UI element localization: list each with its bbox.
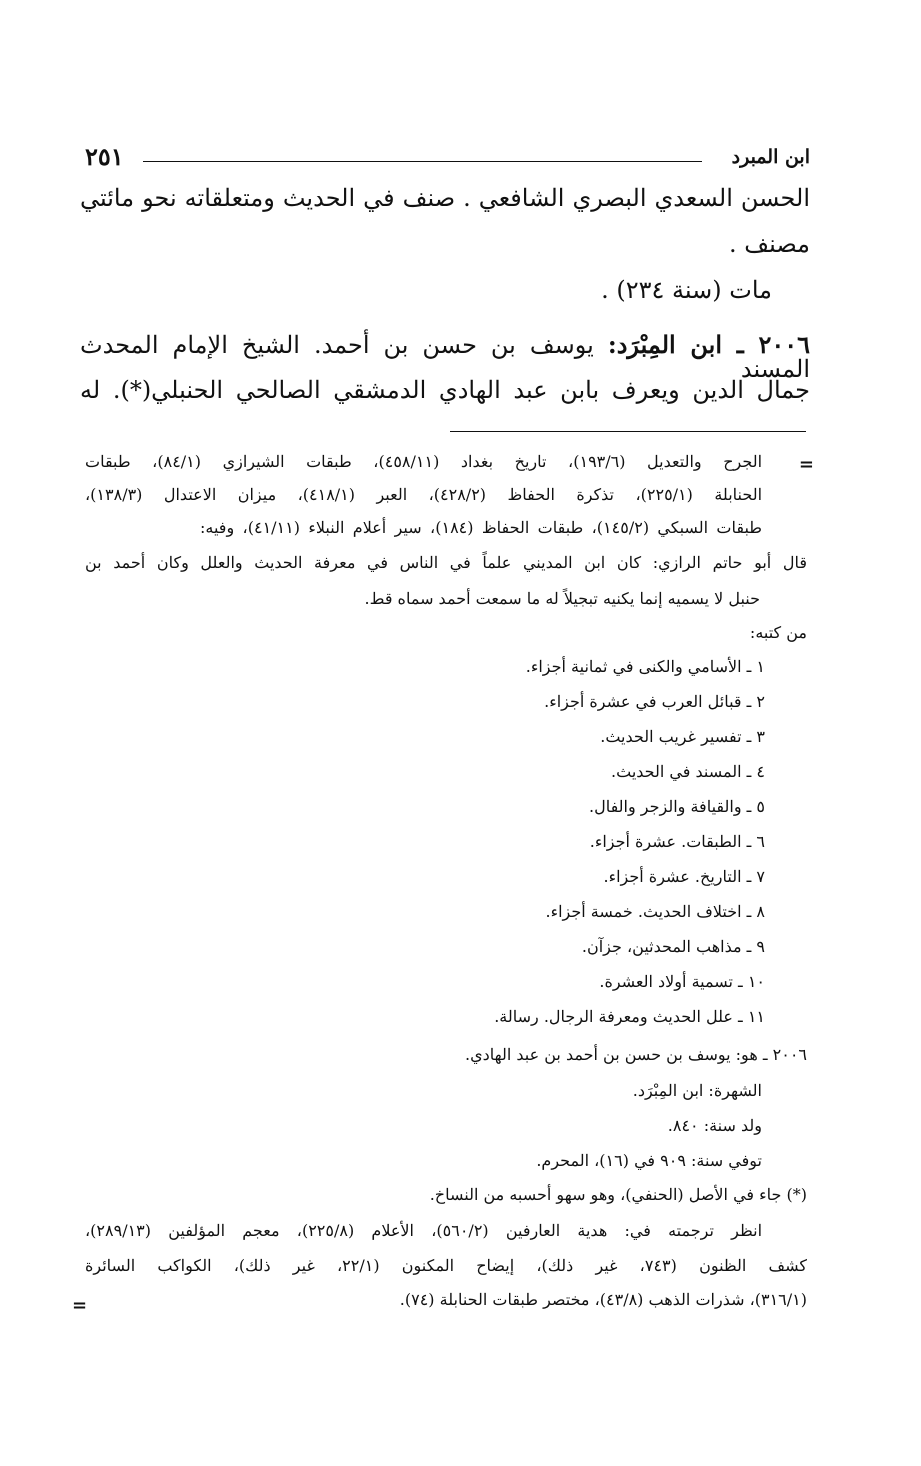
book-item: ١ ـ الأسامي والكنى في ثمانية أجزاء. bbox=[525, 657, 765, 676]
star-note: (*) جاء في الأصل (الحنفي)، وهو سهو أحسبه من النساخ. bbox=[429, 1185, 807, 1204]
book-item: ١٠ ـ تسمية أولاد العشرة. bbox=[599, 972, 765, 991]
body-line-2: مصنف . bbox=[728, 230, 810, 258]
quote-line-2-text: حنبل لا يسميه إنما يكنيه تبجيلاً له ما سمعت أحمد سماه قط. bbox=[364, 589, 760, 608]
book-item: ٧ ـ التاريخ. عشرة أجزاء. bbox=[603, 867, 765, 886]
end-mark: = bbox=[72, 1295, 88, 1316]
entry-line-2: جمال الدين ويعرف بابن عبد الهادي الدمشقي الصالحي الحنبلي(*). له bbox=[80, 376, 810, 404]
book-item: ٣ ـ تفسير غريب الحديث. bbox=[600, 727, 765, 746]
book-item: ٨ ـ اختلاف الحديث. خمسة أجزاء. bbox=[545, 902, 765, 921]
quote-line-2 bbox=[85, 591, 807, 607]
sources-line-2: الحنابلة (٢٢٥/١)، تذكرة الحفاظ (٤٢٨/٢)، العبر (٤١٨/١)، ميزان الاعتدال (١٣٨/٣)، bbox=[85, 485, 763, 504]
running-head: ابن المبرد bbox=[731, 146, 810, 168]
header-rule bbox=[143, 161, 702, 162]
book-item: ٩ ـ مذاهب المحدثين، جزآن. bbox=[581, 937, 765, 956]
continuation-mark: = bbox=[798, 454, 814, 475]
note-2006-died: توفي سنة: ٩٠٩ في (١٦)، المحرم. bbox=[536, 1151, 762, 1170]
refs-line-1: انظر ترجمته في: هدية العارفين (٥٦٠/٢)، الأعلام (٢٢٥/٨)، معجم المؤلفين (٢٨٩/١٣)، bbox=[85, 1221, 763, 1240]
body-line-1: الحسن السعدي البصري الشافعي . صنف في الحديث ومتعلقاته نحو مائتي bbox=[80, 184, 810, 212]
sources-line-3: طبقات السبكي (١٤٥/٢)، طبقات الحفاظ (١٨٤)، سير أعلام النبلاء (٤١/١١)، وفيه: bbox=[200, 518, 763, 537]
refs-line-3: (٣١٦/١)، شذرات الذهب (٤٣/٨)، مختصر طبقات الحنابلة (٧٤). bbox=[399, 1290, 807, 1309]
book-item: ١١ ـ علل الحديث ومعرفة الرجال. رسالة. bbox=[494, 1007, 765, 1026]
note-2006-fame: الشهرة: ابن المِبْرَد. bbox=[632, 1081, 762, 1100]
quote-line-1: قال أبو حاتم الرازي: كان ابن المديني علماً في الناس في معرفة الحديث والعلل وكان أحمد بن bbox=[85, 553, 807, 572]
book-item: ٢ ـ قبائل العرب في عشرة أجزاء. bbox=[544, 692, 765, 711]
refs-line-2: كشف الظنون (٧٤٣، غير ذلك)، إيضاح المكنون (٢٢/١، غير ذلك)، الكواكب السائرة bbox=[85, 1256, 808, 1275]
entry-line-1 bbox=[80, 330, 810, 383]
books-intro: من كتبه: bbox=[749, 623, 807, 642]
entry-heading: ٢٠٠٦ ـ ابن المِبْرَد: bbox=[607, 330, 810, 359]
page-number: ٢٥١ bbox=[85, 142, 124, 171]
note-2006-line-1: ٢٠٠٦ ـ هو: يوسف بن حسن بن أحمد بن عبد الهادي. bbox=[464, 1045, 807, 1064]
body-line-3: مات (سنة ٢٣٤) . bbox=[601, 276, 772, 304]
footnote-rule bbox=[450, 431, 806, 432]
book-item: ٥ ـ والقيافة والزجر والفال. bbox=[588, 797, 765, 816]
note-2006-born: ولد سنة: ٨٤٠. bbox=[667, 1116, 762, 1135]
book-item: ٦ ـ الطبقات. عشرة أجزاء. bbox=[589, 832, 765, 851]
page-header bbox=[85, 140, 810, 176]
entry-line-1-text: يوسف بن حسن بن أحمد. الشيخ الإمام المحدث المسند bbox=[80, 331, 810, 383]
book-item: ٤ ـ المسند في الحديث. bbox=[611, 762, 765, 781]
sources-line-1: الجرح والتعديل (١٩٣/٦)، تاريخ بغداد (٤٥٨/١١)، طبقات الشيرازي (٨٤/١)، طبقات bbox=[85, 452, 763, 471]
